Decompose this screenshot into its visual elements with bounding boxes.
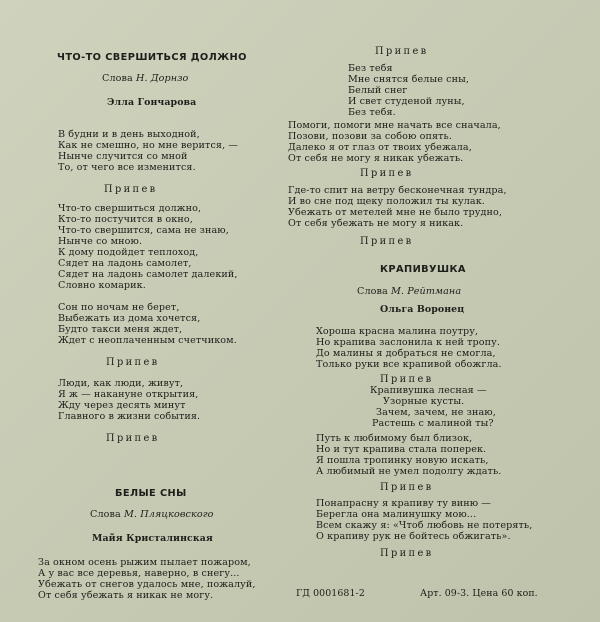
words-prefix: Слова [90,509,121,520]
lyric-line: Убежать от метелей мне не было трудно, [288,207,503,218]
singer-name: Элла Гончарова [107,97,197,108]
lyric-line: Убежать от снегов удалось мне, пожалуй, [38,579,256,590]
words-credit [90,509,214,520]
lyric-line: Но и тут крапива стала поперек. [316,444,487,455]
words-prefix: Слова [102,73,133,84]
lyric-line: Берегла она малинушку мою... [316,509,477,520]
words-author: М. Пляцковского [124,509,214,520]
song-title: БЕЛЫЕ СНЫ [115,488,187,499]
chorus-label: Припев [106,357,160,368]
lyric-line: Помоги, помоги мне начать все сначала, [288,120,501,131]
lyric-line: Растешь с малиной ты? [372,418,494,429]
words-author: М. Рейтмана [391,286,462,297]
lyric-line: А любимый не умел подолгу ждать. [316,466,502,477]
singer-name: Ольга Воронец [380,304,465,315]
lyric-line: Хороша красна малина поутру, [316,326,479,337]
lyric-line: Позови, позови за собою опять. [288,131,452,142]
lyric-line: Где-то спит на ветру бесконечная тундра, [288,185,507,196]
chorus-label: Припев [375,46,429,57]
lyric-line: Всем скажу я: «Чтоб любовь не потерять, [316,520,533,531]
lyric-line: Зачем, зачем, не знаю, [376,407,496,418]
lyric-line: Главного в жизни события. [58,411,201,422]
lyric-line: Люди, как люди, живут, [58,378,184,389]
lyric-line: До малины я добраться не смогла, [316,348,496,359]
lyric-line: Сон по ночам не берет, [58,302,180,313]
words-credit [102,73,188,84]
words-prefix: Слова [357,286,388,297]
chorus-label: Припев [106,433,160,444]
lyric-line: Жду через десять минут [58,400,186,411]
lyric-line: Без тебя. [348,107,396,118]
chorus-label: Припев [360,236,414,247]
lyric-line: От себя не могу я никак убежать. [288,153,464,164]
lyric-line: Белый снег [348,85,408,96]
lyric-line: Мне снятся белые сны, [348,74,470,85]
lyric-line: Крапивушка лесная — [370,385,487,396]
lyric-line: Будто такси меня ждет, [58,324,183,335]
lyric-line: Выбежать из дома хочется, [58,313,201,324]
lyric-line: От себя убежать не могу я никак. [288,218,464,229]
words-author: Н. Дорнзо [136,73,189,84]
lyric-line: А у вас все деревья, наверно, в снегу... [38,568,240,579]
lyric-line: Кто-то постучится в окно, [58,214,193,225]
lyric-line: И во сне под щеку положил ты кулак. [288,196,485,207]
singer-name: Майя Кристалинская [92,533,213,544]
lyric-line: Я пошла тропинку новую искать, [316,455,489,466]
song-title: КРАПИВУШКА [380,264,466,275]
lyric-line: К дому подойдет теплоход, [58,247,199,258]
lyric-line: Нынче случится со мной [58,151,188,162]
lyric-line: То, от чего все изменится. [58,162,196,173]
lyric-line: Как не смешно, но мне верится, — [58,140,239,151]
lyric-line: Только руки все крапивой обожгла. [316,359,502,370]
chorus-label: Припев [360,168,414,179]
lyric-line: Я ж — накануне открытия, [58,389,199,400]
chorus-label: Припев [380,374,434,385]
lyric-line: В будни и в день выходной, [58,129,200,140]
price-label: Арт. 09-3. Цена 60 коп. [420,588,538,599]
lyric-line: Путь к любимому был близок, [316,433,473,444]
catalog-code: ГД 0001681-2 [296,588,365,599]
lyric-line: За окном осень рыжим пылает пожаром, [38,557,251,568]
song-title: ЧТО-ТО СВЕРШИТЬСЯ ДОЛЖНО [57,52,247,63]
lyric-line: О крапиву рук не бойтесь обжигать». [316,531,511,542]
chorus-label: Припев [104,184,158,195]
lyric-line: Нынче со мною. [58,236,143,247]
lyric-line: Сядет на ладонь самолет далекий, [58,269,238,280]
lyric-line: Без тебя [348,63,393,74]
words-credit [357,286,461,297]
lyric-line: Что-то свершиться должно, [58,203,202,214]
lyric-line: Сядет на ладонь самолет, [58,258,192,269]
lyric-line: Словно комарик. [58,280,146,291]
lyric-line: И свет студеной луны, [348,96,465,107]
lyric-line: Но крапива заслонила к ней тропу. [316,337,501,348]
lyric-line: Что-то свершится, сама не знаю, [58,225,229,236]
lyric-line: От себя убежать я никак не могу. [38,590,214,601]
lyric-line: Узорные кусты. [383,396,465,407]
lyric-line: Понапрасну я крапиву ту виню — [316,498,492,509]
chorus-label: Припев [380,482,434,493]
chorus-label: Припев [380,548,434,559]
lyric-line: Ждет с неоплаченным счетчиком. [58,335,237,346]
lyric-line: Далеко я от глаз от твоих убежала, [288,142,472,153]
